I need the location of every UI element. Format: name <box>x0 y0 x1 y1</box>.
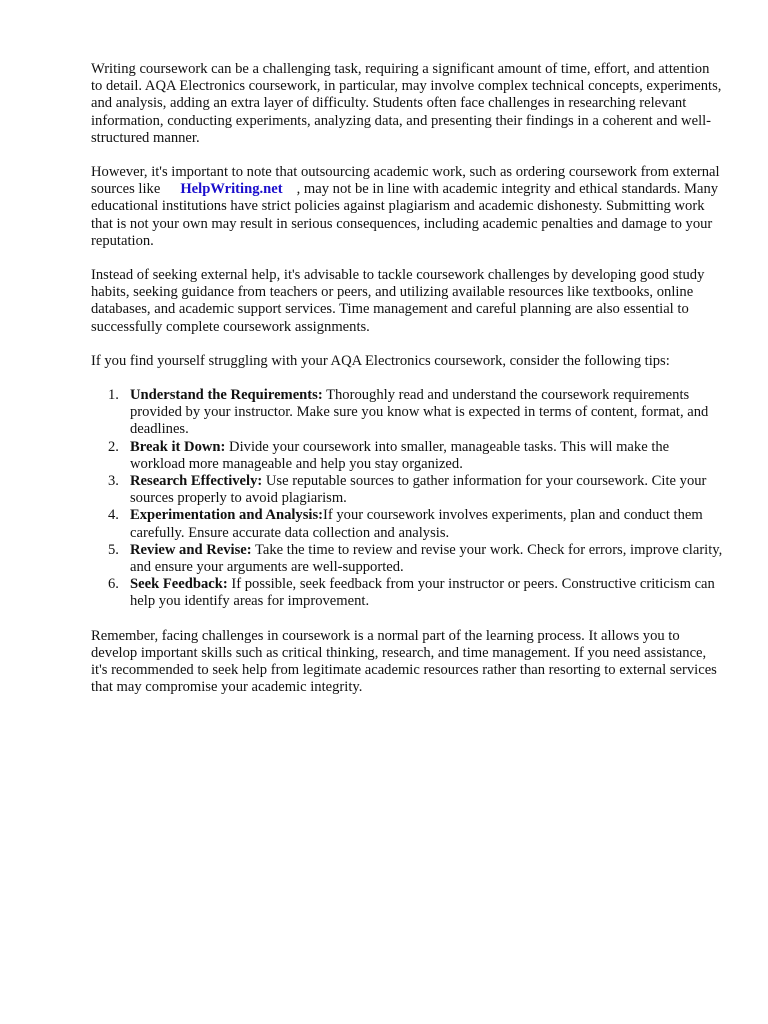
list-item-title: Experimentation and Analysis: <box>130 507 323 524</box>
list-item-text: Divide your coursework into smaller, manageable tasks. This will make the workload more manageable and help you stay organized. <box>130 438 670 472</box>
outsourcing-text-after: , may not be in line with academic integrity and ethical standards. Many educational institutions have strict policies against plagiarism and academic dishonesty. Submitting work that is not your own may result in serious consequences, including academic penalties and damage to your reputation. <box>91 181 719 249</box>
advice-paragraph: Instead of seeking external help, it's advisable to tackle coursework challenges by developing good study habits, seeking guidance from teachers or peers, and utilizing available resources like textbooks, online databases, and academic support services. Time management and careful planning are also essential to successfully complete coursework assignments. <box>91 267 705 335</box>
list-item <box>91 507 723 541</box>
list-item-text: Thoroughly read and understand the coursework requirements provided by your instructor. Make sure you know what is expected in terms of content, format, and deadlines. <box>130 387 709 438</box>
list-item <box>91 473 723 507</box>
list-item-text: Take the time to review and revise your work. Check for errors, improve clarity, and ensure your arguments are well-supported. <box>130 541 723 576</box>
list-item-title: Seek Feedback: <box>130 576 228 593</box>
intro-paragraph: Writing coursework can be a challenging task, requiring a significant amount of time, effort, and attention to detail. AQA Electronics coursework, in particular, may involve complex technical concepts, experiments, and analysis, adding an extra layer of difficulty. Students often face challenges in researching relevant information, conducting experiments, analyzing data, and presenting their findings in a coherent and well-structured manner. <box>91 61 722 146</box>
closing-paragraph: Remember, facing challenges in coursework is a normal part of the learning process. It allows you to develop important skills such as critical thinking, research, and time management. If you need assistance, it's recommended to seek help from legitimate academic resources rather than resorting to external services that may compromise your academic integrity. <box>91 627 717 696</box>
list-item-text: If possible, seek feedback from your instructor or peers. Constructive criticism can help you identify areas for improvement. <box>130 576 715 610</box>
list-item-title: Break it Down: <box>130 438 226 455</box>
list-item-number: 1. <box>108 387 119 404</box>
tips-intro-paragraph: If you find yourself struggling with your AQA Electronics coursework, consider the following tips: <box>91 352 670 369</box>
document-page <box>91 61 723 714</box>
list-item-number: 6. <box>108 576 119 593</box>
list-item-title: Understand the Requirements: <box>130 387 323 404</box>
list-item <box>91 387 723 439</box>
list-item-number: 2. <box>108 438 119 455</box>
list-item-title: Review and Revise: <box>130 541 252 558</box>
list-item <box>91 576 723 610</box>
list-item-text: Use reputable sources to gather information for your coursework. Cite your sources properly to avoid plagiarism. <box>130 473 707 507</box>
list-item <box>91 542 723 576</box>
list-item-number: 5. <box>108 541 119 558</box>
tips-list <box>91 387 723 611</box>
list-item-number: 3. <box>108 473 119 490</box>
outsourcing-paragraph <box>91 164 723 250</box>
outsourcing-text-before: However, it's important to note that outsourcing academic work, such as ordering coursework from external sources like <box>91 164 720 198</box>
list-item-number: 4. <box>108 507 119 524</box>
list-item <box>91 439 723 473</box>
list-item-title: Research Effectively: <box>130 473 263 490</box>
list-item-text: If your coursework involves experiments, plan and conduct them carefully. Ensure accurate data collection and analysis. <box>130 507 703 541</box>
helpwriting-link[interactable]: HelpWriting.net <box>180 181 283 198</box>
